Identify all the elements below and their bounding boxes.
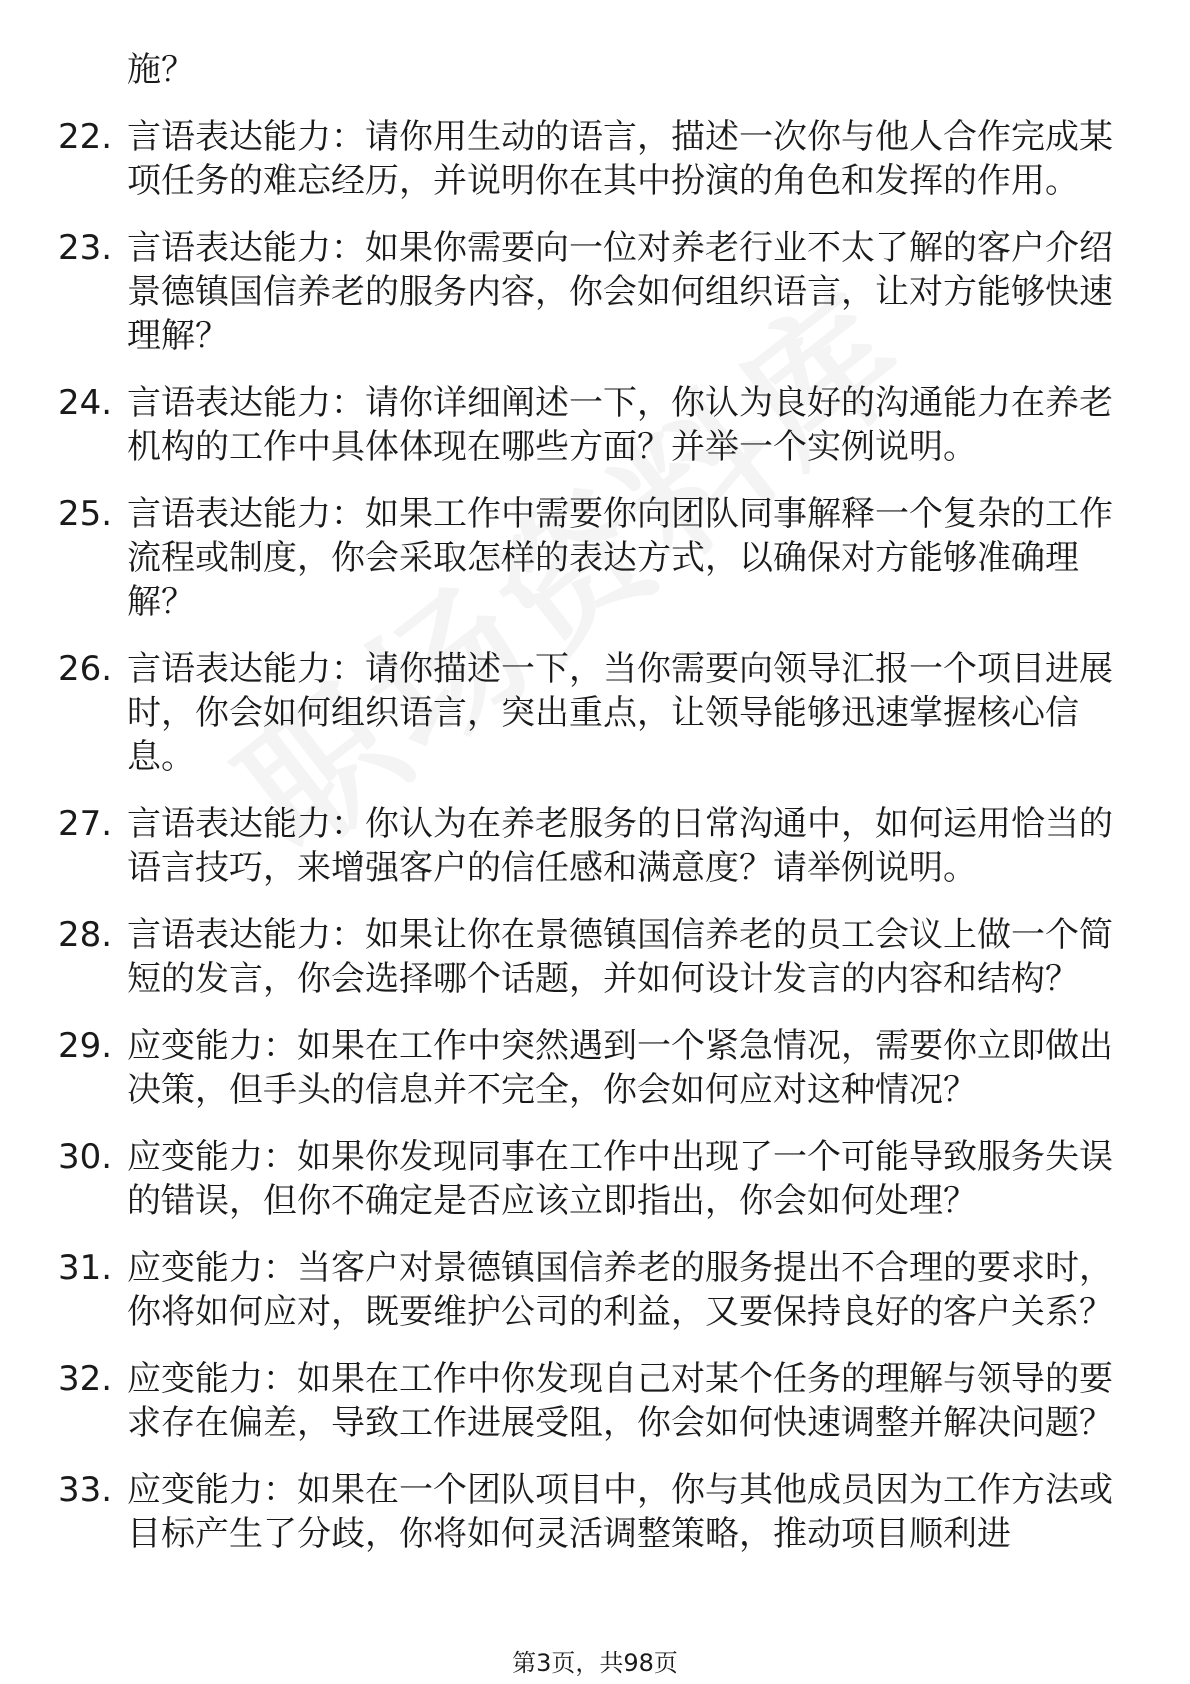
question-item bbox=[58, 492, 1118, 624]
question-list bbox=[58, 115, 1118, 1579]
question-text: 言语表达能力：你认为在养老服务的日常沟通中，如何运用恰当的语言技巧，来增强客户的信任感和满意度？请举例说明。 bbox=[127, 804, 1113, 888]
question-number: 29. bbox=[58, 1026, 113, 1066]
question-text: 应变能力：如果在一个团队项目中，你与其他成员因为工作方法或目标产生了分歧，你将如何灵活调整策略，推动项目顺利进 bbox=[127, 1470, 1113, 1554]
question-item bbox=[58, 913, 1118, 1001]
question-text: 应变能力：如果在工作中突然遇到一个紧急情况，需要你立即做出决策，但手头的信息并不完全，你会如何应对这种情况？ bbox=[127, 1026, 1113, 1110]
question-item bbox=[58, 381, 1118, 469]
question-text: 应变能力：如果在工作中你发现自己对某个任务的理解与领导的要求存在偏差，导致工作进展受阻，你会如何快速调整并解决问题？ bbox=[127, 1359, 1113, 1443]
question-number: 32. bbox=[58, 1359, 113, 1399]
question-item bbox=[58, 1357, 1118, 1445]
question-number: 33. bbox=[58, 1470, 113, 1510]
question-number: 25. bbox=[58, 494, 113, 534]
question-item bbox=[58, 1135, 1118, 1223]
question-number: 27. bbox=[58, 804, 113, 844]
continuation-text: 施？ bbox=[127, 50, 195, 90]
question-number: 22. bbox=[58, 117, 113, 157]
question-item bbox=[58, 1468, 1118, 1556]
question-number: 23. bbox=[58, 228, 113, 268]
question-item bbox=[58, 115, 1118, 203]
question-item bbox=[58, 802, 1118, 890]
question-number: 30. bbox=[58, 1137, 113, 1177]
question-text: 言语表达能力：请你用生动的语言，描述一次你与他人合作完成某项任务的难忘经历，并说明你在其中扮演的角色和发挥的作用。 bbox=[127, 117, 1113, 201]
question-item bbox=[58, 647, 1118, 779]
question-item bbox=[58, 1246, 1118, 1334]
question-item bbox=[58, 226, 1118, 358]
question-item bbox=[58, 1024, 1118, 1112]
question-text: 应变能力：如果你发现同事在工作中出现了一个可能导致服务失误的错误，但你不确定是否应该立即指出，你会如何处理？ bbox=[127, 1137, 1113, 1221]
question-number: 28. bbox=[58, 915, 113, 955]
question-text: 应变能力：当客户对景德镇国信养老的服务提出不合理的要求时，你将如何应对，既要维护公司的利益，又要保持良好的客户关系？ bbox=[127, 1248, 1113, 1332]
question-text: 言语表达能力：如果你需要向一位对养老行业不太了解的客户介绍景德镇国信养老的服务内容，你会如何组织语言，让对方能够快速理解？ bbox=[127, 228, 1113, 356]
question-text: 言语表达能力：如果让你在景德镇国信养老的员工会议上做一个简短的发言，你会选择哪个话题，并如何设计发言的内容和结构？ bbox=[127, 915, 1113, 999]
question-number: 26. bbox=[58, 649, 113, 689]
question-text: 言语表达能力：请你详细阐述一下，你认为良好的沟通能力在养老机构的工作中具体体现在哪些方面？并举一个实例说明。 bbox=[127, 383, 1113, 467]
question-number: 24. bbox=[58, 383, 113, 423]
question-number: 31. bbox=[58, 1248, 113, 1288]
question-text: 言语表达能力：请你描述一下，当你需要向领导汇报一个项目进展时，你会如何组织语言，突出重点，让领导能够迅速掌握核心信息。 bbox=[127, 649, 1113, 777]
page-footer: 第3页，共98页 bbox=[512, 1649, 678, 1677]
question-text: 言语表达能力：如果工作中需要你向团队同事解释一个复杂的工作流程或制度，你会采取怎样的表达方式，以确保对方能够准确理解？ bbox=[127, 494, 1113, 622]
